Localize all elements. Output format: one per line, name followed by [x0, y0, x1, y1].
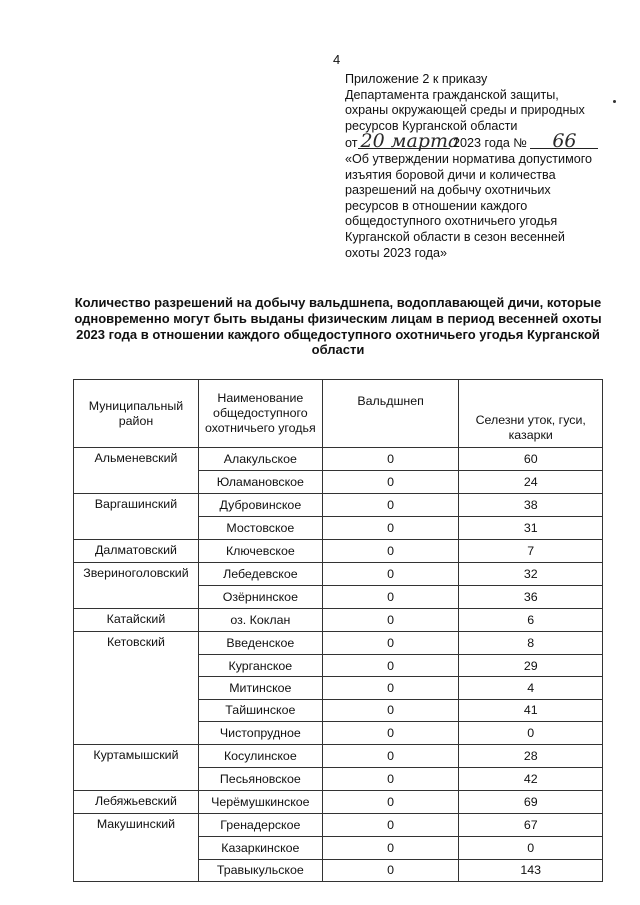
table-row: [74, 745, 603, 768]
cell-woodcock: 0: [322, 608, 459, 631]
cell-ducks: 42: [459, 767, 603, 790]
scan-dot: [613, 100, 616, 103]
cell-woodcock: 0: [322, 745, 459, 768]
cell-woodcock: 0: [322, 677, 459, 699]
cell-ground: оз. Коклан: [198, 608, 322, 631]
cell-woodcock: 0: [322, 859, 459, 882]
handwritten-date: 20 марта: [358, 134, 450, 149]
cell-ducks: 32: [459, 562, 603, 585]
table-row: [74, 655, 603, 677]
cell-municipality: Лебяжьевский: [74, 790, 199, 813]
subject-line: изъятия боровой дичи и количества: [345, 167, 556, 182]
cell-ground: Введенское: [198, 632, 322, 655]
table-row: [74, 470, 603, 493]
table-row: [74, 632, 603, 655]
cell-ducks: 69: [459, 790, 603, 813]
cell-ducks: 28: [459, 745, 603, 768]
cell-ducks: 60: [459, 448, 603, 471]
header-ground: Наименование общедоступного охотничьего угодья: [198, 380, 322, 448]
appendix-line: Департамента гражданской защиты,: [345, 87, 559, 102]
table-row: [74, 677, 603, 699]
cell-ducks: 67: [459, 814, 603, 837]
table-row: [74, 837, 603, 859]
subject-line: «Об утверждении норматива допустимого: [345, 151, 593, 166]
table-row: [74, 539, 603, 562]
cell-ducks: 0: [459, 837, 603, 859]
date-prefix: от: [345, 136, 358, 151]
cell-ducks: 41: [459, 699, 603, 721]
cell-municipality: [74, 516, 199, 539]
cell-municipality: Катайский: [74, 608, 199, 631]
cell-ducks: 8: [459, 632, 603, 655]
appendix-block: [345, 72, 617, 261]
cell-municipality: [74, 470, 199, 493]
cell-ducks: 143: [459, 859, 603, 882]
header-ducks: Селезни уток, гуси, казарки: [459, 380, 603, 448]
cell-ground: Черёмушкинское: [198, 790, 322, 813]
cell-ground: Митинское: [198, 677, 322, 699]
cell-ground: Тайшинское: [198, 699, 322, 721]
cell-ground: Юламановское: [198, 470, 322, 493]
cell-ground: Косулинское: [198, 745, 322, 768]
appendix-line: ресурсов Курганской области: [345, 118, 518, 133]
cell-municipality: Альменевский: [74, 448, 199, 471]
cell-municipality: [74, 677, 199, 699]
cell-ducks: 4: [459, 677, 603, 699]
table-row: [74, 790, 603, 813]
cell-municipality: Кетовский: [74, 632, 199, 655]
cell-woodcock: 0: [322, 655, 459, 677]
cell-woodcock: 0: [322, 722, 459, 745]
cell-woodcock: 0: [322, 837, 459, 859]
cell-municipality: Куртамышский: [74, 745, 199, 768]
cell-ground: Чистопрудное: [198, 722, 322, 745]
table-row: [74, 699, 603, 721]
date-year: 2023 года №: [453, 136, 527, 151]
cell-ground: Травыкульское: [198, 859, 322, 882]
table-body: [74, 448, 603, 882]
cell-municipality: [74, 722, 199, 745]
table-row: [74, 814, 603, 837]
page-number: 4: [333, 52, 341, 67]
subject-line: Курганской области в сезон весенней: [345, 229, 565, 244]
table-row: [74, 722, 603, 745]
appendix-line: Приложение 2 к приказу: [345, 72, 488, 86]
table-row: [74, 562, 603, 585]
subject-line: ресурсов в отношении каждого: [345, 198, 528, 213]
cell-ground: Казаркинское: [198, 837, 322, 859]
appendix-line: охраны окружающей среды и природных: [345, 103, 585, 118]
cell-ground: Ключевское: [198, 539, 322, 562]
cell-ground: Лебедевское: [198, 562, 322, 585]
cell-ducks: 6: [459, 608, 603, 631]
cell-municipality: Макушинский: [74, 814, 199, 837]
cell-ground: Гренадерское: [198, 814, 322, 837]
cell-ground: Песьяновское: [198, 767, 322, 790]
cell-ducks: 29: [459, 655, 603, 677]
cell-woodcock: 0: [322, 790, 459, 813]
cell-woodcock: 0: [322, 767, 459, 790]
cell-ground: Мостовское: [198, 516, 322, 539]
cell-ducks: 24: [459, 470, 603, 493]
cell-ground: Алакульское: [198, 448, 322, 471]
cell-ducks: 7: [459, 539, 603, 562]
cell-ground: Курганское: [198, 655, 322, 677]
cell-municipality: Далматовский: [74, 539, 199, 562]
cell-ground: Дубровинское: [198, 493, 322, 516]
cell-woodcock: 0: [322, 814, 459, 837]
table-row: [74, 516, 603, 539]
subject-line: общедоступного охотничьего угодья: [345, 214, 558, 229]
header-woodcock: Вальдшнеп: [322, 380, 459, 448]
cell-woodcock: 0: [322, 699, 459, 721]
header-municipality: Муниципальный район: [74, 380, 199, 448]
cell-municipality: [74, 837, 199, 859]
cell-ducks: 36: [459, 585, 603, 608]
cell-municipality: [74, 655, 199, 677]
cell-ducks: 31: [459, 516, 603, 539]
handwritten-number: 66: [530, 134, 598, 149]
permits-table: [73, 379, 603, 882]
cell-ground: Озёрнинское: [198, 585, 322, 608]
cell-woodcock: 0: [322, 632, 459, 655]
table-row: [74, 493, 603, 516]
cell-municipality: Звериноголовский: [74, 562, 199, 585]
cell-ducks: 38: [459, 493, 603, 516]
cell-municipality: [74, 767, 199, 790]
table-row: [74, 608, 603, 631]
table-header-row: [74, 380, 603, 448]
document-heading: Количество разрешений на добычу вальдшнепа, водоплавающей дичи, которые одновременно могут быть выданы физическим лицам в период весенней охоты 2023 года в отношении каждого общедоступного охотничьего угодья Курганской области: [74, 295, 602, 358]
cell-woodcock: 0: [322, 493, 459, 516]
table-row: [74, 585, 603, 608]
table-row: [74, 767, 603, 790]
table-row: [74, 448, 603, 471]
subject-line: охоты 2023 года»: [345, 245, 447, 260]
cell-woodcock: 0: [322, 539, 459, 562]
cell-woodcock: 0: [322, 585, 459, 608]
cell-woodcock: 0: [322, 470, 459, 493]
cell-municipality: [74, 585, 199, 608]
cell-woodcock: 0: [322, 448, 459, 471]
cell-ducks: 0: [459, 722, 603, 745]
subject-line: разрешений на добычу охотничьих: [345, 183, 551, 198]
table-row: [74, 859, 603, 882]
appendix-date-line: [345, 130, 617, 153]
cell-woodcock: 0: [322, 516, 459, 539]
cell-woodcock: 0: [322, 562, 459, 585]
cell-municipality: Варгашинский: [74, 493, 199, 516]
cell-municipality: [74, 859, 199, 882]
cell-municipality: [74, 699, 199, 721]
